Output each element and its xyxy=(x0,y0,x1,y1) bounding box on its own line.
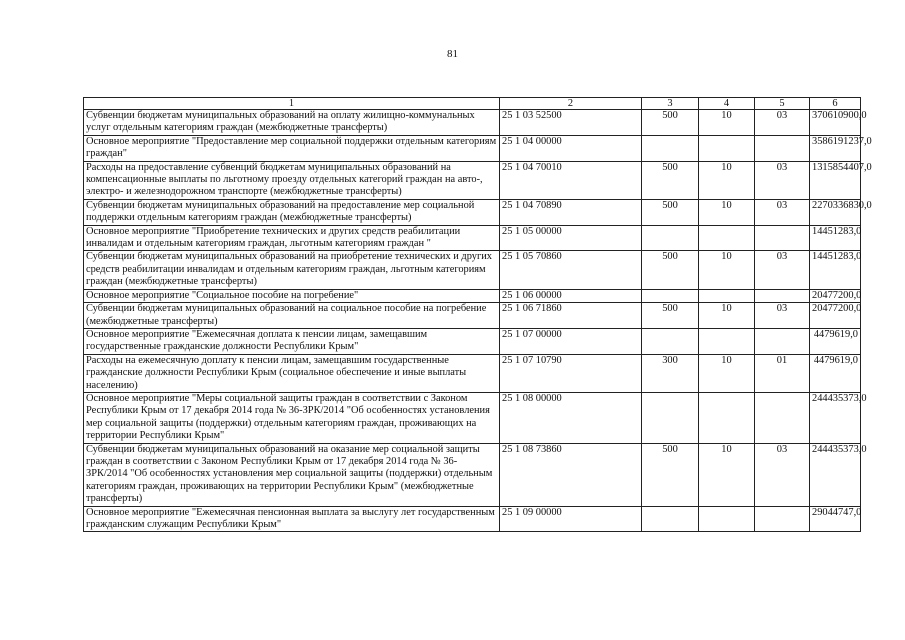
cell-expense-type: 500 xyxy=(642,251,699,289)
cell-subsection: 03 xyxy=(755,110,810,136)
cell-amount: 244435373,0 xyxy=(810,443,861,506)
column-header: 1 xyxy=(84,98,500,110)
cell-amount: 3586191237,0 xyxy=(810,135,861,161)
table-row xyxy=(84,199,861,225)
cell-section: 10 xyxy=(699,354,755,392)
table-row xyxy=(84,506,861,532)
cell-code: 25 1 04 00000 xyxy=(500,135,642,161)
cell-code: 25 1 03 52500 xyxy=(500,110,642,136)
cell-name: Субвенции бюджетам муниципальных образований на социальное пособие на погребение (межбюджетные трансферты) xyxy=(84,303,500,329)
cell-subsection: 03 xyxy=(755,161,810,199)
cell-section xyxy=(699,225,755,251)
cell-amount: 4479619,0 xyxy=(810,354,861,392)
cell-subsection: 03 xyxy=(755,251,810,289)
cell-expense-type: 500 xyxy=(642,303,699,329)
cell-subsection: 03 xyxy=(755,199,810,225)
cell-name: Субвенции бюджетам муниципальных образований на приобретение технических и других средств реабилитации инвалидам и отдельным категориям граждан, льготным категориям граждан (межбюджетные трансферты) xyxy=(84,251,500,289)
cell-subsection xyxy=(755,506,810,532)
table-row xyxy=(84,303,861,329)
header-row xyxy=(84,98,861,110)
cell-expense-type xyxy=(642,225,699,251)
cell-name: Субвенции бюджетам муниципальных образований на оказание мер социальной защиты граждан в соответствии с Законом Республики Крым от 17 декабря 2014 года № 36-ЗРК/2014 "Об особенностях установления мер социальной защиты (поддержки) отдельным категориям граждан, проживающих на территории Республики Крым" (межбюджетные трансферты) xyxy=(84,443,500,506)
cell-amount: 29044747,0 xyxy=(810,506,861,532)
table-row xyxy=(84,289,861,302)
cell-name: Расходы на ежемесячную доплату к пенсии лицам, замещавшим государственные гражданские должности Республики Крым (социальное обеспечение и иные выплаты населению) xyxy=(84,354,500,392)
cell-subsection xyxy=(755,225,810,251)
cell-expense-type xyxy=(642,392,699,443)
cell-amount: 1315854407,0 xyxy=(810,161,861,199)
cell-name: Основное мероприятие "Социальное пособие на погребение" xyxy=(84,289,500,302)
column-header: 5 xyxy=(755,98,810,110)
table-row xyxy=(84,225,861,251)
cell-name: Субвенции бюджетам муниципальных образований на оплату жилищно-коммунальных услуг отдельным категориям граждан (межбюджетные трансферты) xyxy=(84,110,500,136)
cell-amount: 20477200,0 xyxy=(810,303,861,329)
cell-amount: 14451283,0 xyxy=(810,225,861,251)
cell-name: Основное мероприятие "Предоставление мер социальной поддержки отдельным категориям граждан" xyxy=(84,135,500,161)
budget-table xyxy=(83,97,872,532)
cell-name: Основное мероприятие "Приобретение технических и других средств реабилитации инвалидам и отдельным категориям граждан, льготным категориям граждан " xyxy=(84,225,500,251)
cell-name: Основное мероприятие "Ежемесячная пенсионная выплата за выслугу лет государственным гражданским служащим Республики Крым" xyxy=(84,506,500,532)
column-header: 2 xyxy=(500,98,642,110)
table-row xyxy=(84,354,861,392)
cell-expense-type xyxy=(642,328,699,354)
cell-section xyxy=(699,392,755,443)
cell-amount: 370610900,0 xyxy=(810,110,861,136)
cell-expense-type xyxy=(642,506,699,532)
cell-code: 25 1 06 71860 xyxy=(500,303,642,329)
cell-code: 25 1 08 73860 xyxy=(500,443,642,506)
cell-section: 10 xyxy=(699,443,755,506)
cell-expense-type: 300 xyxy=(642,354,699,392)
cell-subsection xyxy=(755,328,810,354)
table-row xyxy=(84,251,861,289)
cell-section: 10 xyxy=(699,251,755,289)
cell-section xyxy=(699,289,755,302)
cell-expense-type xyxy=(642,135,699,161)
cell-expense-type xyxy=(642,289,699,302)
cell-code: 25 1 07 00000 xyxy=(500,328,642,354)
cell-amount: 4479619,0 xyxy=(810,328,861,354)
cell-expense-type: 500 xyxy=(642,161,699,199)
cell-section: 10 xyxy=(699,199,755,225)
cell-name: Основное мероприятие "Ежемесячная доплата к пенсии лицам, замещавшим государственные гражданские должности Республики Крым" xyxy=(84,328,500,354)
cell-amount: 20477200,0 xyxy=(810,289,861,302)
column-header: 4 xyxy=(699,98,755,110)
cell-code: 25 1 05 70860 xyxy=(500,251,642,289)
cell-name: Основное мероприятие "Меры социальной защиты граждан в соответствии с Законом Республики Крым от 17 декабря 2014 года № 36-ЗРК/2014 "Об особенностях установления мер социальной защиты (поддержки) отдельным категориям граждан, проживающих на территории Республики Крым" xyxy=(84,392,500,443)
cell-amount: 2270336830,0 xyxy=(810,199,861,225)
cell-code: 25 1 05 00000 xyxy=(500,225,642,251)
cell-section xyxy=(699,135,755,161)
table-row xyxy=(84,161,861,199)
cell-subsection xyxy=(755,289,810,302)
cell-code: 25 1 06 00000 xyxy=(500,289,642,302)
cell-code: 25 1 07 10790 xyxy=(500,354,642,392)
cell-subsection: 03 xyxy=(755,443,810,506)
column-header: 3 xyxy=(642,98,699,110)
cell-section xyxy=(699,328,755,354)
table-row xyxy=(84,443,861,506)
cell-code: 25 1 09 00000 xyxy=(500,506,642,532)
table-row xyxy=(84,328,861,354)
cell-expense-type: 500 xyxy=(642,110,699,136)
cell-section: 10 xyxy=(699,110,755,136)
page-number: 81 xyxy=(447,48,458,60)
cell-name: Расходы на предоставление субвенций бюджетам муниципальных образований на компенсационные выплаты по льготному проезду отдельных категорий граждан на авто-, электро- и железнодорожном транспорте (межбюджетные трансферты) xyxy=(84,161,500,199)
cell-section xyxy=(699,506,755,532)
cell-code: 25 1 04 70890 xyxy=(500,199,642,225)
table-row xyxy=(84,135,861,161)
cell-amount: 244435373,0 xyxy=(810,392,861,443)
cell-section: 10 xyxy=(699,161,755,199)
cell-section: 10 xyxy=(699,303,755,329)
table-row xyxy=(84,392,861,443)
cell-name: Субвенции бюджетам муниципальных образований на предоставление мер социальной поддержки отдельным категориям граждан (межбюджетные трансферты) xyxy=(84,199,500,225)
cell-amount: 14451283,0 xyxy=(810,251,861,289)
cell-subsection xyxy=(755,135,810,161)
table-row xyxy=(84,110,861,136)
cell-expense-type: 500 xyxy=(642,199,699,225)
cell-subsection xyxy=(755,392,810,443)
cell-expense-type: 500 xyxy=(642,443,699,506)
cell-subsection: 03 xyxy=(755,303,810,329)
cell-code: 25 1 04 70010 xyxy=(500,161,642,199)
column-header: 6 xyxy=(810,98,861,110)
cell-code: 25 1 08 00000 xyxy=(500,392,642,443)
cell-subsection: 01 xyxy=(755,354,810,392)
